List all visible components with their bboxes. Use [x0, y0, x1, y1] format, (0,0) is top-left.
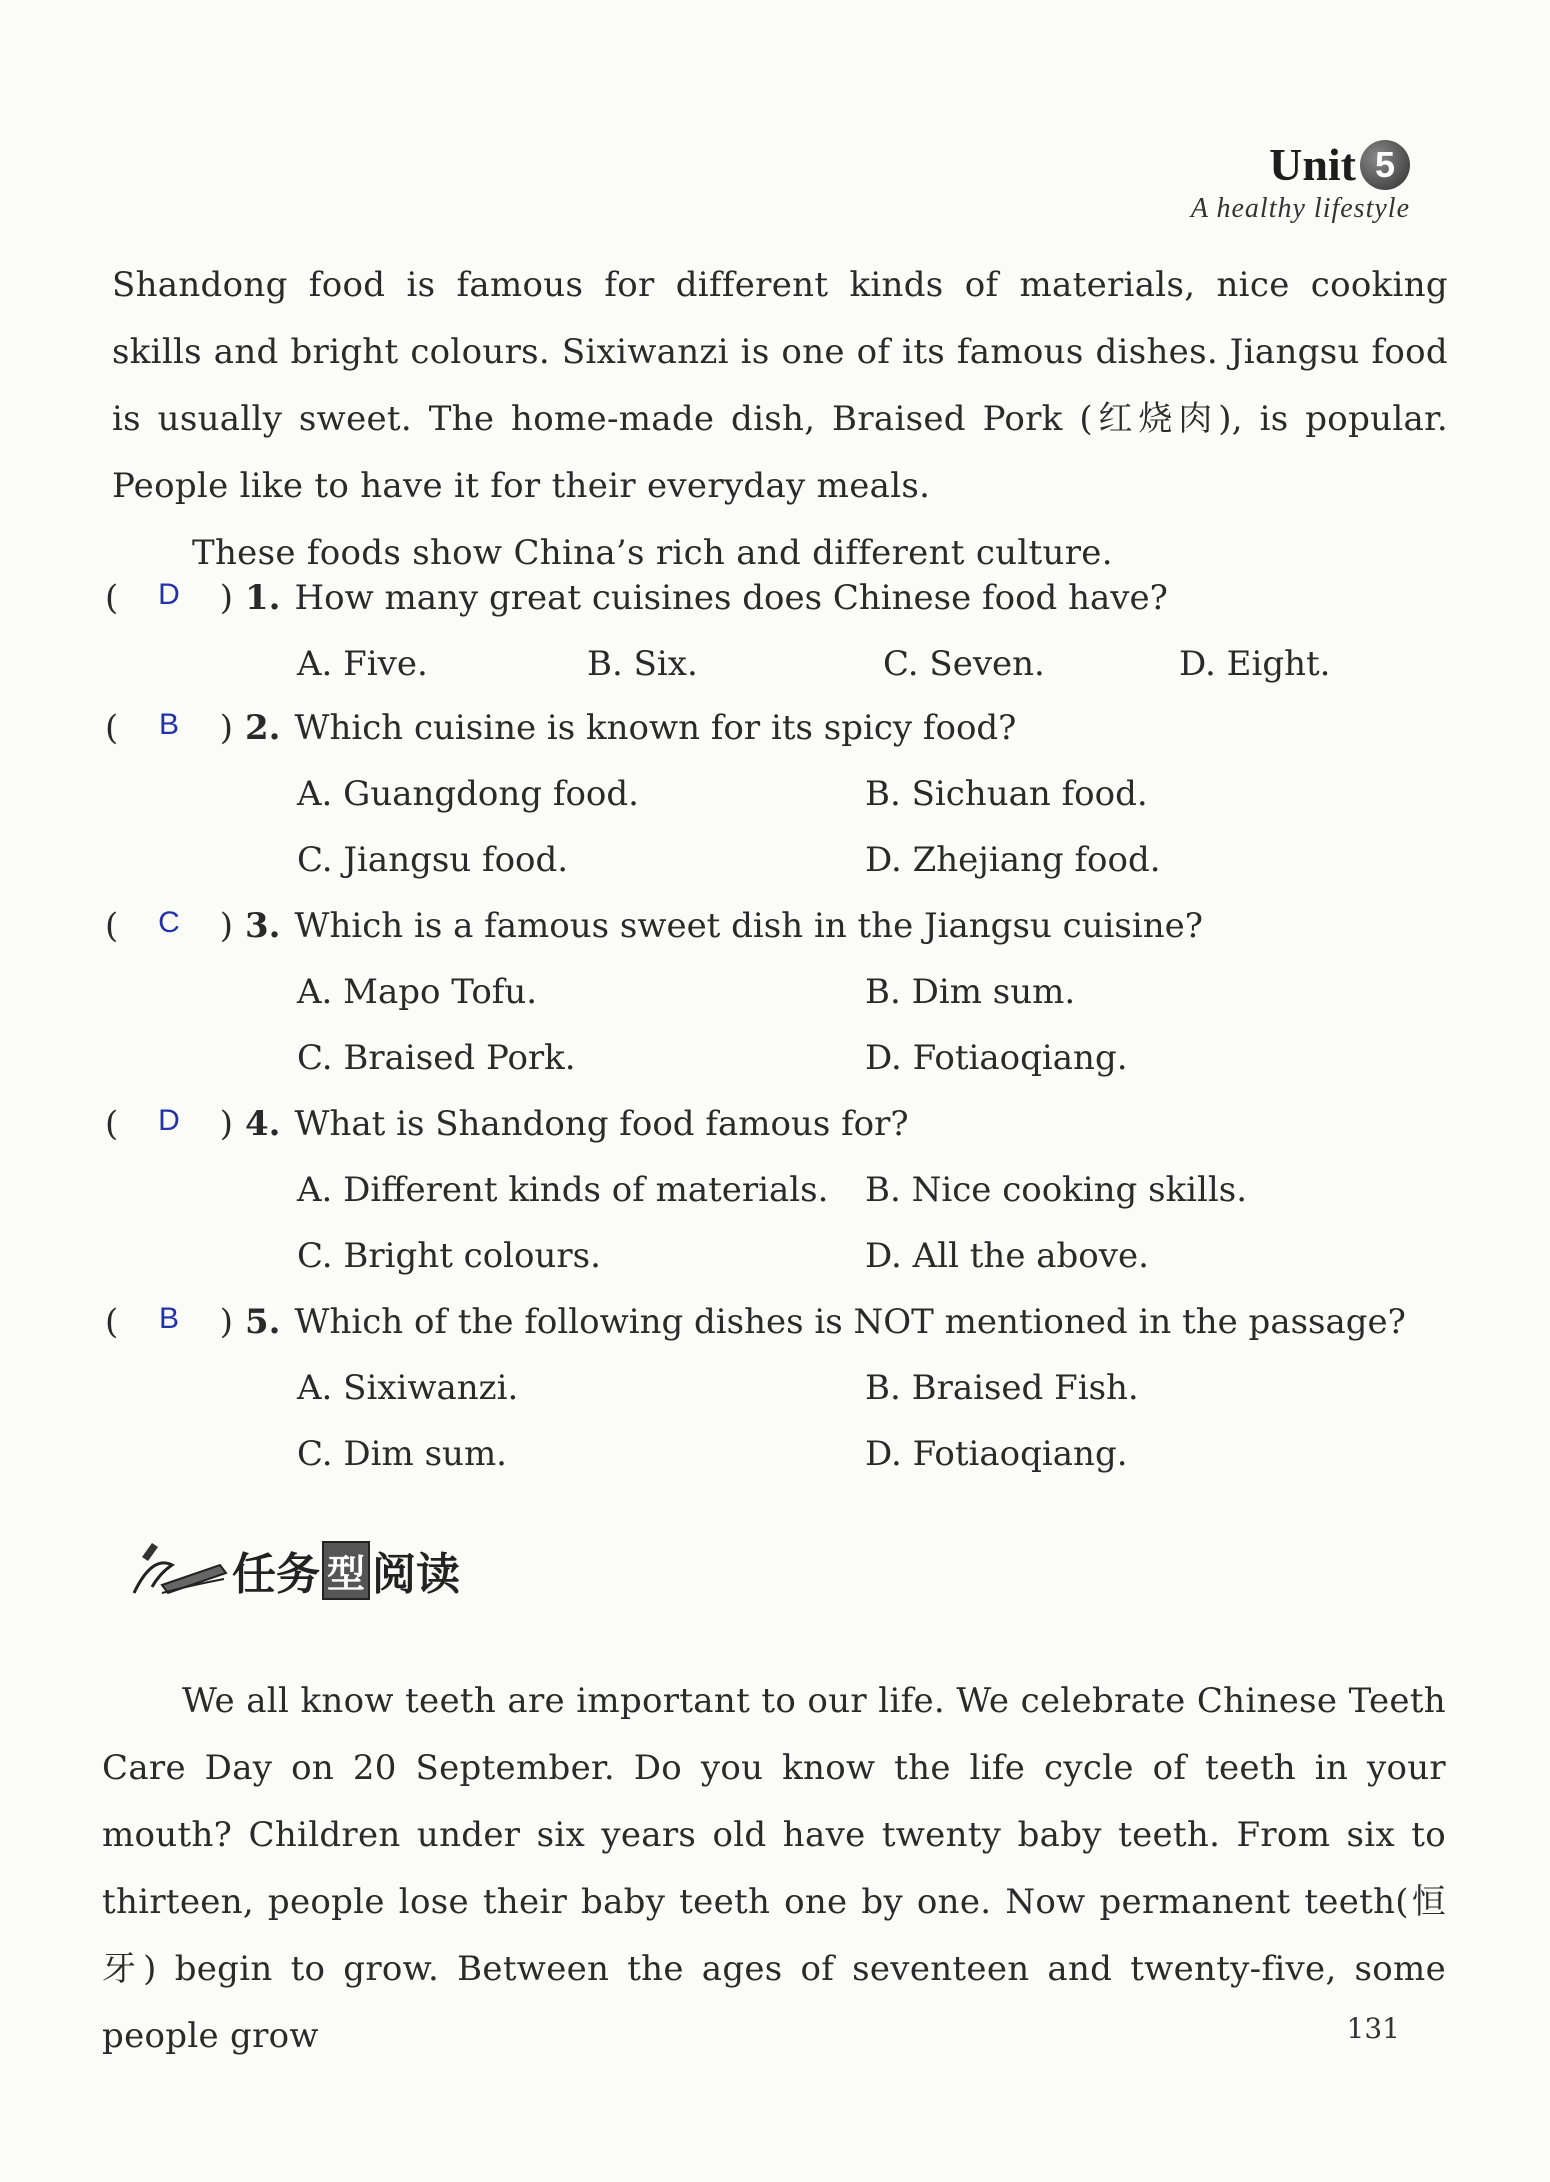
option-b: B. Braised Fish. — [865, 1368, 1139, 1408]
question-1 — [105, 578, 1465, 644]
answer-letter: D — [158, 1104, 180, 1137]
option-d: D. Fotiaoqiang. — [865, 1038, 1128, 1078]
answer-letter: C — [158, 906, 180, 939]
question-number: 2. — [245, 708, 281, 748]
section-title — [232, 1538, 460, 1602]
question-list — [105, 578, 1465, 1500]
question-number: 5. — [245, 1302, 281, 1342]
answer-blank: ( D ) — [105, 578, 233, 618]
option-c: C. Bright colours. — [297, 1236, 601, 1276]
unit-header — [1191, 138, 1410, 225]
option-b: B. Nice cooking skills. — [865, 1170, 1248, 1210]
answer-letter: B — [158, 708, 179, 741]
unit-label: Unit — [1269, 139, 1356, 190]
answer-blank: ( B ) — [105, 708, 233, 748]
option-d: D. All the above. — [865, 1236, 1149, 1276]
question-text: How many great cuisines does Chinese food have? — [294, 578, 1168, 618]
answer-blank: ( D ) — [105, 1104, 233, 1144]
passage1-paragraph1: Shandong food is famous for different kinds of materials, nice cooking skills and bright colours. Sixiwanzi is one of its famous dishes. Jiangsu food is usually sweet. The home-made dish, Braised Pork (红烧肉), is popular. People like to have it for their everyday meals. — [112, 265, 1448, 506]
section-heading — [122, 1535, 460, 1605]
option-b: B. Six. — [587, 644, 698, 684]
question-2-options — [105, 774, 1465, 906]
question-4 — [105, 1104, 1465, 1170]
option-a: A. Five. — [297, 644, 428, 684]
question-2 — [105, 708, 1465, 774]
option-d: D. Fotiaoqiang. — [865, 1434, 1128, 1474]
option-c: C. Braised Pork. — [297, 1038, 576, 1078]
option-c: C. Seven. — [883, 644, 1045, 684]
unit-subtitle: A healthy lifestyle — [1190, 193, 1410, 224]
question-4-options — [105, 1170, 1465, 1302]
option-a: A. Mapo Tofu. — [297, 972, 538, 1012]
answer-letter: B — [158, 1302, 179, 1335]
answer-letter: D — [158, 578, 180, 611]
question-number: 3. — [245, 906, 281, 946]
question-3-options — [105, 972, 1465, 1104]
section-title-boxed-char: 型 — [322, 1541, 370, 1600]
question-3 — [105, 906, 1465, 972]
answer-blank: ( B ) — [105, 1302, 233, 1342]
question-5-options — [105, 1368, 1465, 1500]
option-d: D. Zhejiang food. — [865, 840, 1161, 880]
question-number: 1. — [245, 578, 281, 618]
option-b: B. Dim sum. — [865, 972, 1076, 1012]
option-a: A. Guangdong food. — [297, 774, 639, 814]
question-text: What is Shandong food famous for? — [294, 1104, 909, 1144]
option-a: A. Sixiwanzi. — [297, 1368, 519, 1408]
option-d: D. Eight. — [1179, 644, 1331, 684]
question-1-options — [105, 644, 1465, 708]
answer-blank: ( C ) — [105, 906, 233, 946]
option-c: C. Jiangsu food. — [297, 840, 569, 880]
option-a: A. Different kinds of materials. — [297, 1170, 829, 1210]
pen-book-icon — [122, 1535, 232, 1605]
question-text: Which is a famous sweet dish in the Jiangsu cuisine? — [294, 906, 1203, 946]
question-text: Which of the following dishes is NOT mentioned in the passage? — [294, 1302, 1406, 1342]
passage1-paragraph2: These foods show China’s rich and different culture. — [192, 533, 1113, 573]
page-number: 131 — [1346, 2012, 1400, 2045]
passage2-paragraph1: We all know teeth are important to our life. We celebrate Chinese Teeth Care Day on 20 September. Do you know the life cycle of teeth in your mouth? Children under six years old have twenty baby teeth. From six to thirteen, people lose their baby teeth one by one. Now permanent teeth(恒牙) begin to grow. Between the ages of seventeen and twenty-five, some people grow — [102, 1681, 1446, 2056]
option-c: C. Dim sum. — [297, 1434, 507, 1474]
question-5 — [105, 1302, 1465, 1368]
section-title-part2: 阅读 — [372, 1549, 461, 1600]
section-title-part1: 任务 — [232, 1549, 320, 1600]
question-text: Which cuisine is known for its spicy food? — [294, 708, 1017, 748]
option-b: B. Sichuan food. — [865, 774, 1148, 814]
question-number: 4. — [245, 1104, 281, 1144]
unit-number-badge: 5 — [1360, 140, 1410, 190]
